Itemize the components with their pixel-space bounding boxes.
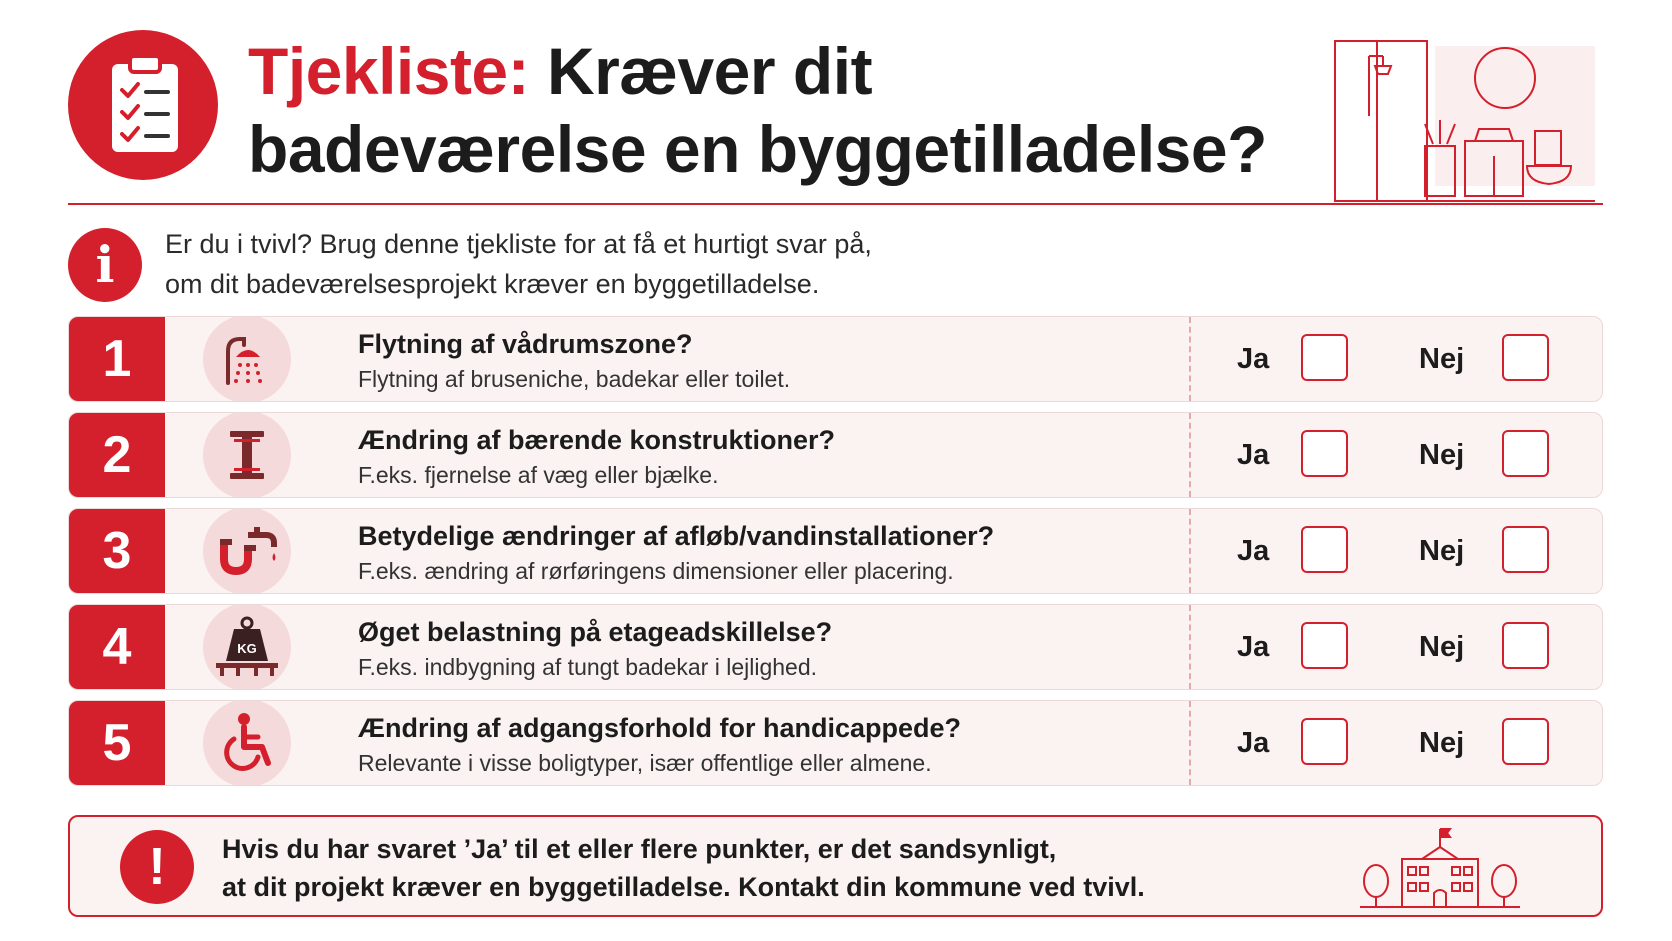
yes-checkbox[interactable] <box>1301 622 1348 669</box>
title-line2: badeværelse en byggetilladelse? <box>248 112 1267 186</box>
no-checkbox[interactable] <box>1502 334 1549 381</box>
yes-label: Ja <box>1237 631 1270 663</box>
header-divider <box>68 203 1603 205</box>
shower-icon <box>202 317 292 401</box>
info-icon: i <box>68 228 142 302</box>
intro-line2: om dit badeværelsesprojekt kræver en byggetilladelse. <box>165 269 820 299</box>
conclusion-line2: at dit projekt kræver en byggetilladelse. Kontakt din kommune ved tvivl. <box>222 872 1145 902</box>
intro-text <box>165 224 872 304</box>
no-checkbox[interactable] <box>1502 718 1549 765</box>
no-checkbox[interactable] <box>1502 622 1549 669</box>
row-number: 2 <box>69 413 165 497</box>
no-label: Nej <box>1419 439 1465 471</box>
no-label: Nej <box>1419 535 1465 567</box>
page-title <box>248 32 1267 188</box>
row-subtitle: F.eks. indbygning af tungt badekar i lejlighed. <box>358 654 818 680</box>
conclusion-box <box>68 815 1603 917</box>
conclusion-text <box>222 830 1145 906</box>
conclusion-line1: Hvis du har svaret ’Ja’ til et eller flere punkter, er det sandsynligt, <box>222 834 1057 864</box>
weight-label: KG <box>237 641 257 656</box>
checklist-row-1 <box>68 316 1603 402</box>
checklist-row-5 <box>68 700 1603 786</box>
row-divider <box>1189 605 1191 689</box>
row-divider <box>1189 701 1191 785</box>
no-label: Nej <box>1419 343 1465 375</box>
title-line1: Kræver dit <box>529 34 873 108</box>
row-subtitle: Flytning af bruseniche, badekar eller toilet. <box>358 366 791 392</box>
weight-icon <box>202 605 292 689</box>
yes-checkbox[interactable] <box>1301 430 1348 477</box>
row-number: 4 <box>69 605 165 689</box>
row-title: Flytning af vådrumszone? <box>358 329 693 359</box>
checklist-row-2 <box>68 412 1603 498</box>
yes-label: Ja <box>1237 343 1270 375</box>
row-title: Betydelige ændringer af afløb/vandinstallationer? <box>358 521 995 551</box>
checklist-logo-icon <box>68 30 218 180</box>
row-title: Øget belastning på etageadskillelse? <box>358 617 833 647</box>
yes-label: Ja <box>1237 535 1270 567</box>
title-accent: Tjekliste: <box>248 34 530 108</box>
intro-line1: Er du i tvivl? Brug denne tjekliste for at få et hurtigt svar på, <box>165 229 872 259</box>
row-divider <box>1189 413 1191 497</box>
no-label: Nej <box>1419 631 1465 663</box>
exclamation-icon: ! <box>120 830 194 904</box>
row-divider <box>1189 317 1191 401</box>
yes-checkbox[interactable] <box>1301 718 1348 765</box>
no-checkbox[interactable] <box>1502 430 1549 477</box>
row-title: Ændring af adgangsforhold for handicappede? <box>358 713 962 743</box>
no-checkbox[interactable] <box>1502 526 1549 573</box>
row-divider <box>1189 509 1191 593</box>
row-number: 3 <box>69 509 165 593</box>
town-hall-icon <box>1350 825 1530 916</box>
row-subtitle: F.eks. fjernelse af væg eller bjælke. <box>358 462 719 488</box>
beam-icon <box>202 413 292 497</box>
yes-label: Ja <box>1237 439 1270 471</box>
checklist-row-3 <box>68 508 1603 594</box>
wheelchair-icon <box>202 701 292 785</box>
row-number: 1 <box>69 317 165 401</box>
row-title: Ændring af bærende konstruktioner? <box>358 425 836 455</box>
yes-checkbox[interactable] <box>1301 334 1348 381</box>
yes-label: Ja <box>1237 727 1270 759</box>
row-subtitle: F.eks. ændring af rørføringens dimensioner eller placering. <box>358 558 954 584</box>
yes-checkbox[interactable] <box>1301 526 1348 573</box>
checklist-row-4 <box>68 604 1603 690</box>
bathroom-illustration-icon <box>1325 36 1605 211</box>
pipe-faucet-icon <box>202 509 292 593</box>
row-number: 5 <box>69 701 165 785</box>
no-label: Nej <box>1419 727 1465 759</box>
row-subtitle: Relevante i visse boligtyper, især offentlige eller almene. <box>358 750 932 776</box>
